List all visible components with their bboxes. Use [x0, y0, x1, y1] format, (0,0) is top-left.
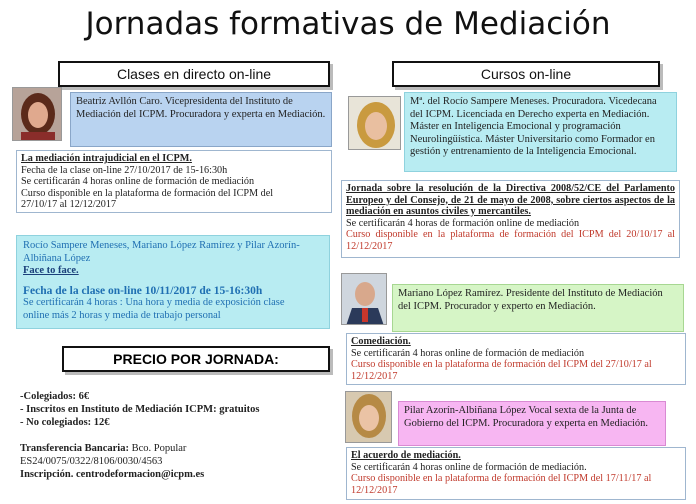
header-live-classes: Clases en directo on-line: [58, 61, 330, 87]
price-header: PRECIO POR JORNADA:: [62, 346, 330, 372]
speaker-bio-mariano: Mariano López Ramírez. Presidente del Instituto de Mediación del ICPM. Procurador y experto en Mediación.: [392, 284, 684, 332]
price-item: - Inscritos en Instituto de Mediación ICPM: gratuitos: [20, 404, 260, 415]
speaker-photo-mariano: [341, 273, 387, 325]
payment-info: [20, 442, 340, 481]
portrait-icon: [349, 97, 401, 150]
course-acuerdo: [346, 447, 686, 500]
transfer-label: Transferencia Bancaria:: [20, 443, 129, 454]
portrait-icon: [346, 392, 392, 443]
session-line: Se certificarán 4 horas online de formación de mediación: [21, 176, 255, 187]
session-line: online más 2 horas y media de trabajo personal: [23, 309, 221, 321]
course-heading: El acuerdo de mediación.: [351, 450, 461, 461]
course-line: Se certificarán 4 horas de formación online de mediación: [346, 217, 580, 229]
speaker-bio-pilar: Pilar Azorín-Albiñana López Vocal sexta de la Junta de Gobierno del ICPM. Procuradora y experta en Mediación.: [398, 401, 666, 446]
session-date: Fecha de la clase on-line 10/11/2017 de 15-16:30h: [23, 284, 263, 297]
session-line: Fecha de la clase on-line 27/10/2017 de 15-16:30h: [21, 164, 228, 176]
price-item: - No colegiados: 12€: [20, 417, 110, 428]
iban: ES24/0075/0322/8106/0030/4563: [20, 456, 163, 467]
session-line: 27/10/17 al 12/12/2017: [21, 199, 117, 210]
speaker-bio-rocio: Mª. del Rocío Sampere Meneses. Procuradora. Vicedecana del ICPM. Licenciada en Derecho experta en Mediación. Máster en Inteligencia Emocional y programación Neurolingüística. Máster Universitario como Formador en gestión y entrenamiento de la Inteligencia Emocional.: [404, 92, 677, 172]
price-item: -Colegiados: 6€: [20, 391, 90, 402]
course-heading: Jornada sobre la resolución de la Directiva 2008/52/CE del Parlamento Europeo y del Consejo, de 21 de mayo de 2008, sobre ciertos aspectos de la mediación en asuntos civiles y mercantiles.: [346, 183, 675, 217]
price-list: [20, 390, 340, 429]
session-speakers: Rocío Sampere Meneses, Mariano López Ramírez y Pilar Azorín-Albiñana López: [23, 240, 300, 264]
session-line: Se certificarán 4 horas : Una hora y media de exposición clase: [23, 297, 285, 308]
session-heading: Face to face.: [23, 265, 79, 276]
portrait-icon: [342, 274, 387, 325]
session-heading: La mediación intrajudicial en el ICPM.: [21, 153, 192, 164]
portrait-icon: [13, 88, 62, 141]
session-line: Curso disponible en la plataforma de formación del ICPM del: [21, 187, 274, 199]
session-intrajudicial: [16, 150, 332, 213]
course-availability: Curso disponible en la plataforma de formación del ICPM del 20/10/17 al 12/12/2017: [346, 229, 675, 252]
course-line: Se certificarán 4 horas online de formación de mediación.: [351, 461, 587, 473]
page-title: Jornadas formativas de Mediación: [85, 6, 611, 42]
course-comediacion: [346, 333, 686, 385]
course-heading: Comediación.: [351, 336, 411, 347]
speaker-bio-beatriz: Beatriz Avllón Caro. Vicepresidenta del Instituto de Mediación del ICPM. Procuradora y experta en Mediación.: [70, 92, 332, 147]
speaker-photo-beatriz: [12, 87, 62, 141]
inscription-email: centrodeformacion@icpm.es: [73, 469, 205, 480]
speaker-photo-pilar: [345, 391, 392, 443]
transfer-bank: Bco. Popular: [128, 443, 187, 454]
course-availability: Curso disponible en la plataforma de formación del ICPM del 27/10/17 al 12/12/2017: [351, 359, 652, 382]
header-online-courses: Cursos on-line: [392, 61, 660, 87]
speaker-photo-rocio: [348, 96, 401, 150]
session-face-to-face: [16, 235, 330, 329]
course-availability: Curso disponible en la plataforma de formación del ICPM del 17/11/17 al 12/12/2017: [351, 473, 652, 496]
course-line: Se certificarán 4 horas online de formación de mediación: [351, 347, 585, 359]
inscription-label: Inscripción.: [20, 469, 74, 480]
course-directiva: [341, 180, 680, 258]
